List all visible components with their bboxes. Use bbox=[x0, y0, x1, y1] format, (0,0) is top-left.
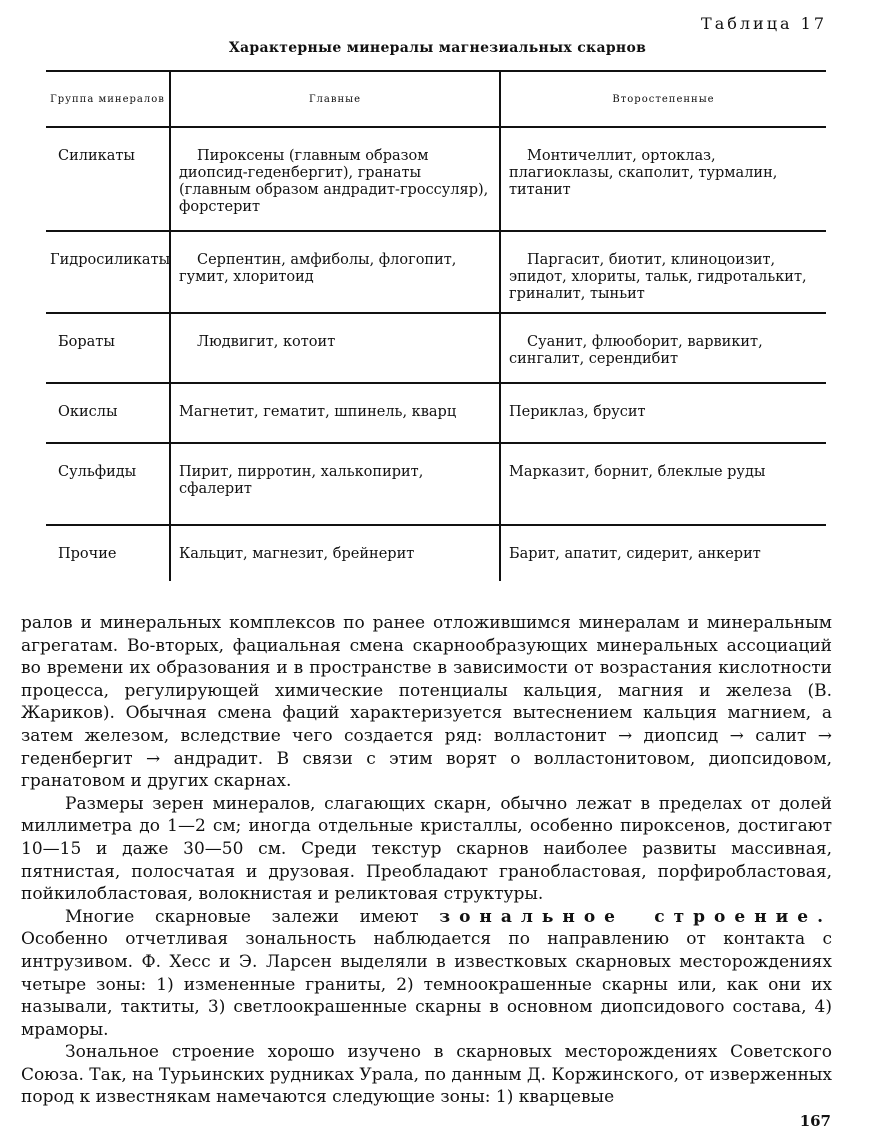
cell-group: Прочие bbox=[58, 546, 117, 562]
cell-secondary: Периклаз, брусит bbox=[500, 383, 826, 443]
header-main: Главные bbox=[170, 71, 500, 127]
cell-main: Пирит, пирротин, халькопирит, сфалерит bbox=[170, 443, 500, 525]
paragraph-text: Особенно отчетливая зональность наблюдается по направлению от контакта с интрузивом. Ф. Хесс и Э. Ларсен выделяли в известковых скарновых месторождениях четыре зоны: 1) измененные граниты, 2) темноокрашенные скарны или, как они их называли, тактиты, 3) светлоокрашенные скарны в основном диопсидового состава, 4) мраморы. bbox=[21, 929, 832, 1040]
table-row bbox=[46, 525, 826, 581]
table-row bbox=[46, 383, 826, 443]
paragraph: Зональное строение хорошо изучено в скарновых месторождениях Советского Союза. Так, на Турьинских рудниках Урала, по данным Д. Коржинского, от изверженных пород к известнякам намечаются следующие зоны: 1) кварцевые bbox=[21, 1042, 833, 1108]
cell-group: Бораты bbox=[46, 313, 170, 383]
cell-secondary: Паргасит, биотит, клиноцоизит, эпидот, хлориты, тальк, гидроталькит, гриналит, тыньит bbox=[500, 231, 826, 313]
emphasized-term: зональное строение. bbox=[439, 906, 832, 927]
body-text bbox=[21, 612, 832, 1109]
page-number: 167 bbox=[799, 1112, 831, 1130]
header-secondary: Второстепенные bbox=[500, 71, 826, 127]
paragraph: ралов и минеральных комплексов по ранее отложившимся минералам и минеральным агрегатам. Во-вторых, фациальная смена скарнообразующих минеральных ассоциаций во времени их образования и в пространстве в зависимости от возрастания кислотности процесса, регулирующей химические потенциалы кальция, магния и железа (В. Жариков). Обычная смена фаций характеризуется вытеснением кальция магнием, а затем железом, вследствие чего создается ряд: волластонит → диопсид → салит → геденбергит → андрадит. В связи с этим ворят о волластонитовом, диопсидовом, гранатовом и других скарнах. bbox=[21, 613, 832, 792]
cell-main: Людвигит, котоит bbox=[170, 313, 500, 383]
table-header-row bbox=[46, 71, 826, 127]
cell-secondary: Монтичеллит, ортоклаз, плагиоклазы, скаполит, турмалин, титанит bbox=[500, 127, 826, 231]
paragraph bbox=[21, 906, 832, 1042]
table-row bbox=[46, 443, 826, 525]
table-row bbox=[46, 313, 826, 383]
cell-main: Серпентин, амфиболы, флогопит, гумит, хлоритоид bbox=[170, 231, 500, 313]
table-title: Характерные минералы магнезиальных скарнов bbox=[228, 40, 647, 56]
cell-main: Магнетит, гематит, шпинель, кварц bbox=[170, 383, 500, 443]
table-number-label: Таблица 17 bbox=[701, 14, 827, 33]
table-row bbox=[46, 231, 826, 313]
cell-secondary: Барит, апатит, сидерит, анкерит bbox=[500, 525, 826, 581]
cell-secondary: Суанит, флюоборит, варвикит, сингалит, серендибит bbox=[500, 313, 826, 383]
cell-group: Гидросиликаты bbox=[46, 231, 170, 313]
cell-group: Окислы bbox=[46, 383, 170, 443]
cell-group: Сульфиды bbox=[46, 443, 170, 525]
header-group: Группа минералов bbox=[46, 71, 170, 127]
cell-secondary: Марказит, борнит, блеклые руды bbox=[500, 443, 826, 525]
table-row bbox=[46, 127, 826, 231]
paragraph-text: Многие скарновые залежи имеют bbox=[65, 906, 440, 927]
cell-main: Кальцит, магнезит, брейнерит bbox=[170, 525, 500, 581]
paragraph: Размеры зерен минералов, слагающих скарн, обычно лежат в пределах от долей миллиметра до 1—2 см; иногда отдельные кристаллы, особенно пироксенов, достигают 10—15 и даже 30—50 см. Среди текстур скарнов наиболее развиты массивная, пятнистая, полосчатая и друзовая. Преобладают гранобластовая, порфиробластовая, пойкилобластовая, волокнистая и реликтовая структуры. bbox=[21, 793, 832, 905]
cell-group: Силикаты bbox=[46, 127, 170, 231]
cell-main: Пироксены (главным образом диопсид-геденбергит), гранаты (главным образом андрадит-гроссуляр), форстерит bbox=[170, 127, 500, 231]
minerals-table bbox=[46, 70, 826, 581]
